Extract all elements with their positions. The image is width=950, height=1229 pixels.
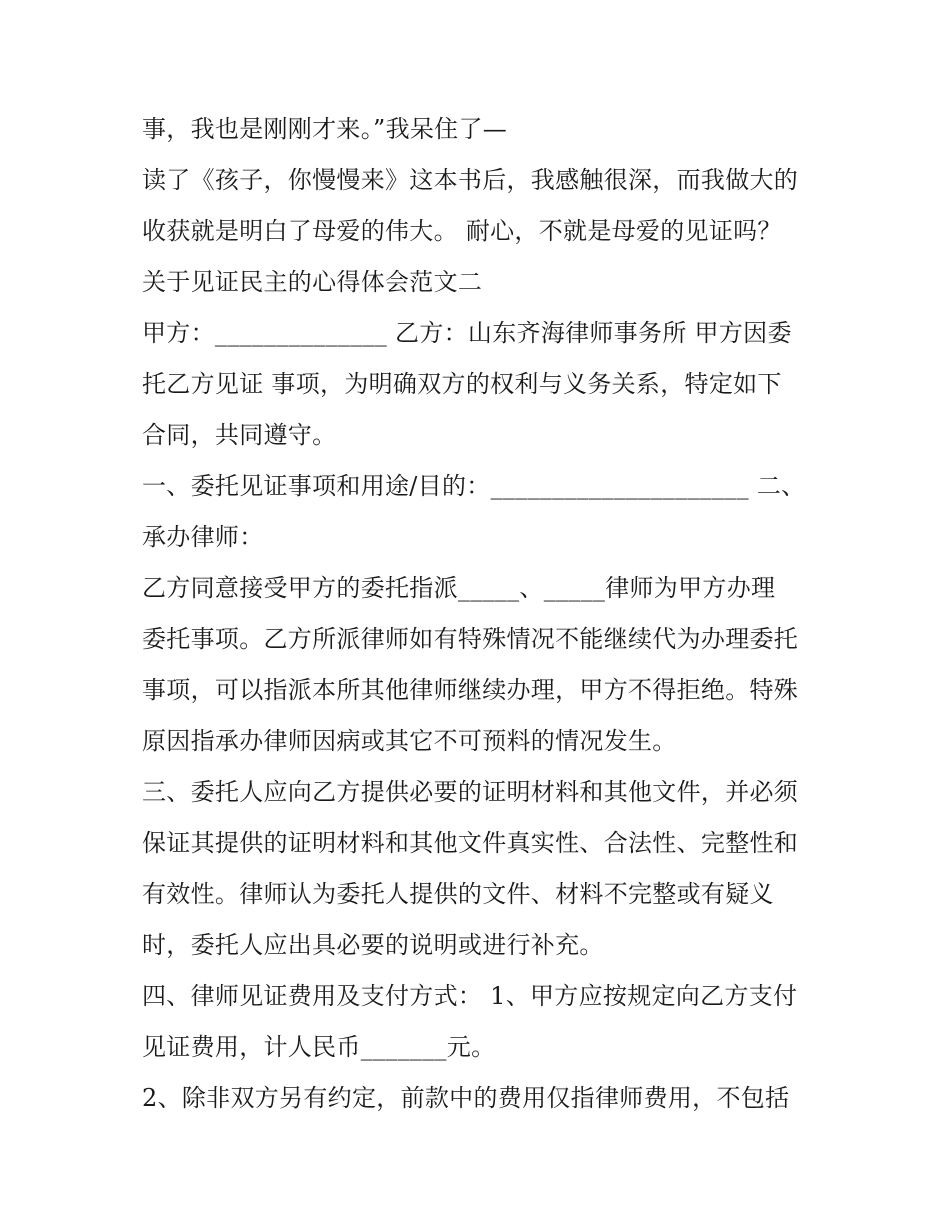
text-line: 时，委托人应出具必要的说明或进行补充。 xyxy=(142,931,604,959)
text-line: 事项，可以指派本所其他律师继续办理，甲方不得拒绝。特殊 xyxy=(142,676,799,704)
section-heading: 关于见证民主的心得体会范文二 xyxy=(142,268,483,296)
text-line: 保证其提供的证明材料和其他文件真实性、合法性、完整性和 xyxy=(142,829,799,857)
text-line: 托乙方见证 事项，为明确双方的权利与义务关系，特定如下 xyxy=(142,370,782,398)
text-line: 合同，共同遵守。 xyxy=(142,421,337,449)
text-line: 承办律师： xyxy=(142,523,264,551)
text-line: 2、除非双方另有约定，前款中的费用仅指律师费用，不包括 xyxy=(142,1084,790,1112)
text-line: 四、律师见证费用及支付方式： 1、甲方应按规定向乙方支付 xyxy=(142,982,798,1010)
text-line: 委托事项。乙方所派律师如有特殊情况不能继续代为办理委托 xyxy=(142,625,799,653)
text-line: 见证费用，计人民币_______元。 xyxy=(142,1033,496,1061)
text-line: 有效性。律师认为委托人提供的文件、材料不完整或有疑义 xyxy=(142,880,774,908)
text-line: 乙方同意接受甲方的委托指派_____、_____律师为甲方办理 xyxy=(142,574,776,602)
text-line: 三、委托人应向乙方提供必要的证明材料和其他文件，并必须 xyxy=(142,778,799,806)
text-line: 甲方：______________ 乙方：山东齐海律师事务所 甲方因委 xyxy=(142,319,792,347)
text-line: 收获就是明白了母爱的伟大。 耐心，不就是母爱的见证吗？ xyxy=(142,217,782,245)
text-line: 一、委托见证事项和用途/目的：_____________________ 二、 xyxy=(142,472,806,500)
text-line: 读了《孩子，你慢慢来》这本书后，我感触很深，而我做大的 xyxy=(142,166,799,194)
text-line: 原因指承办律师因病或其它不可预料的情况发生。 xyxy=(142,727,677,755)
text-line: 事，我也是刚刚才来。”我呆住了— xyxy=(142,115,508,143)
